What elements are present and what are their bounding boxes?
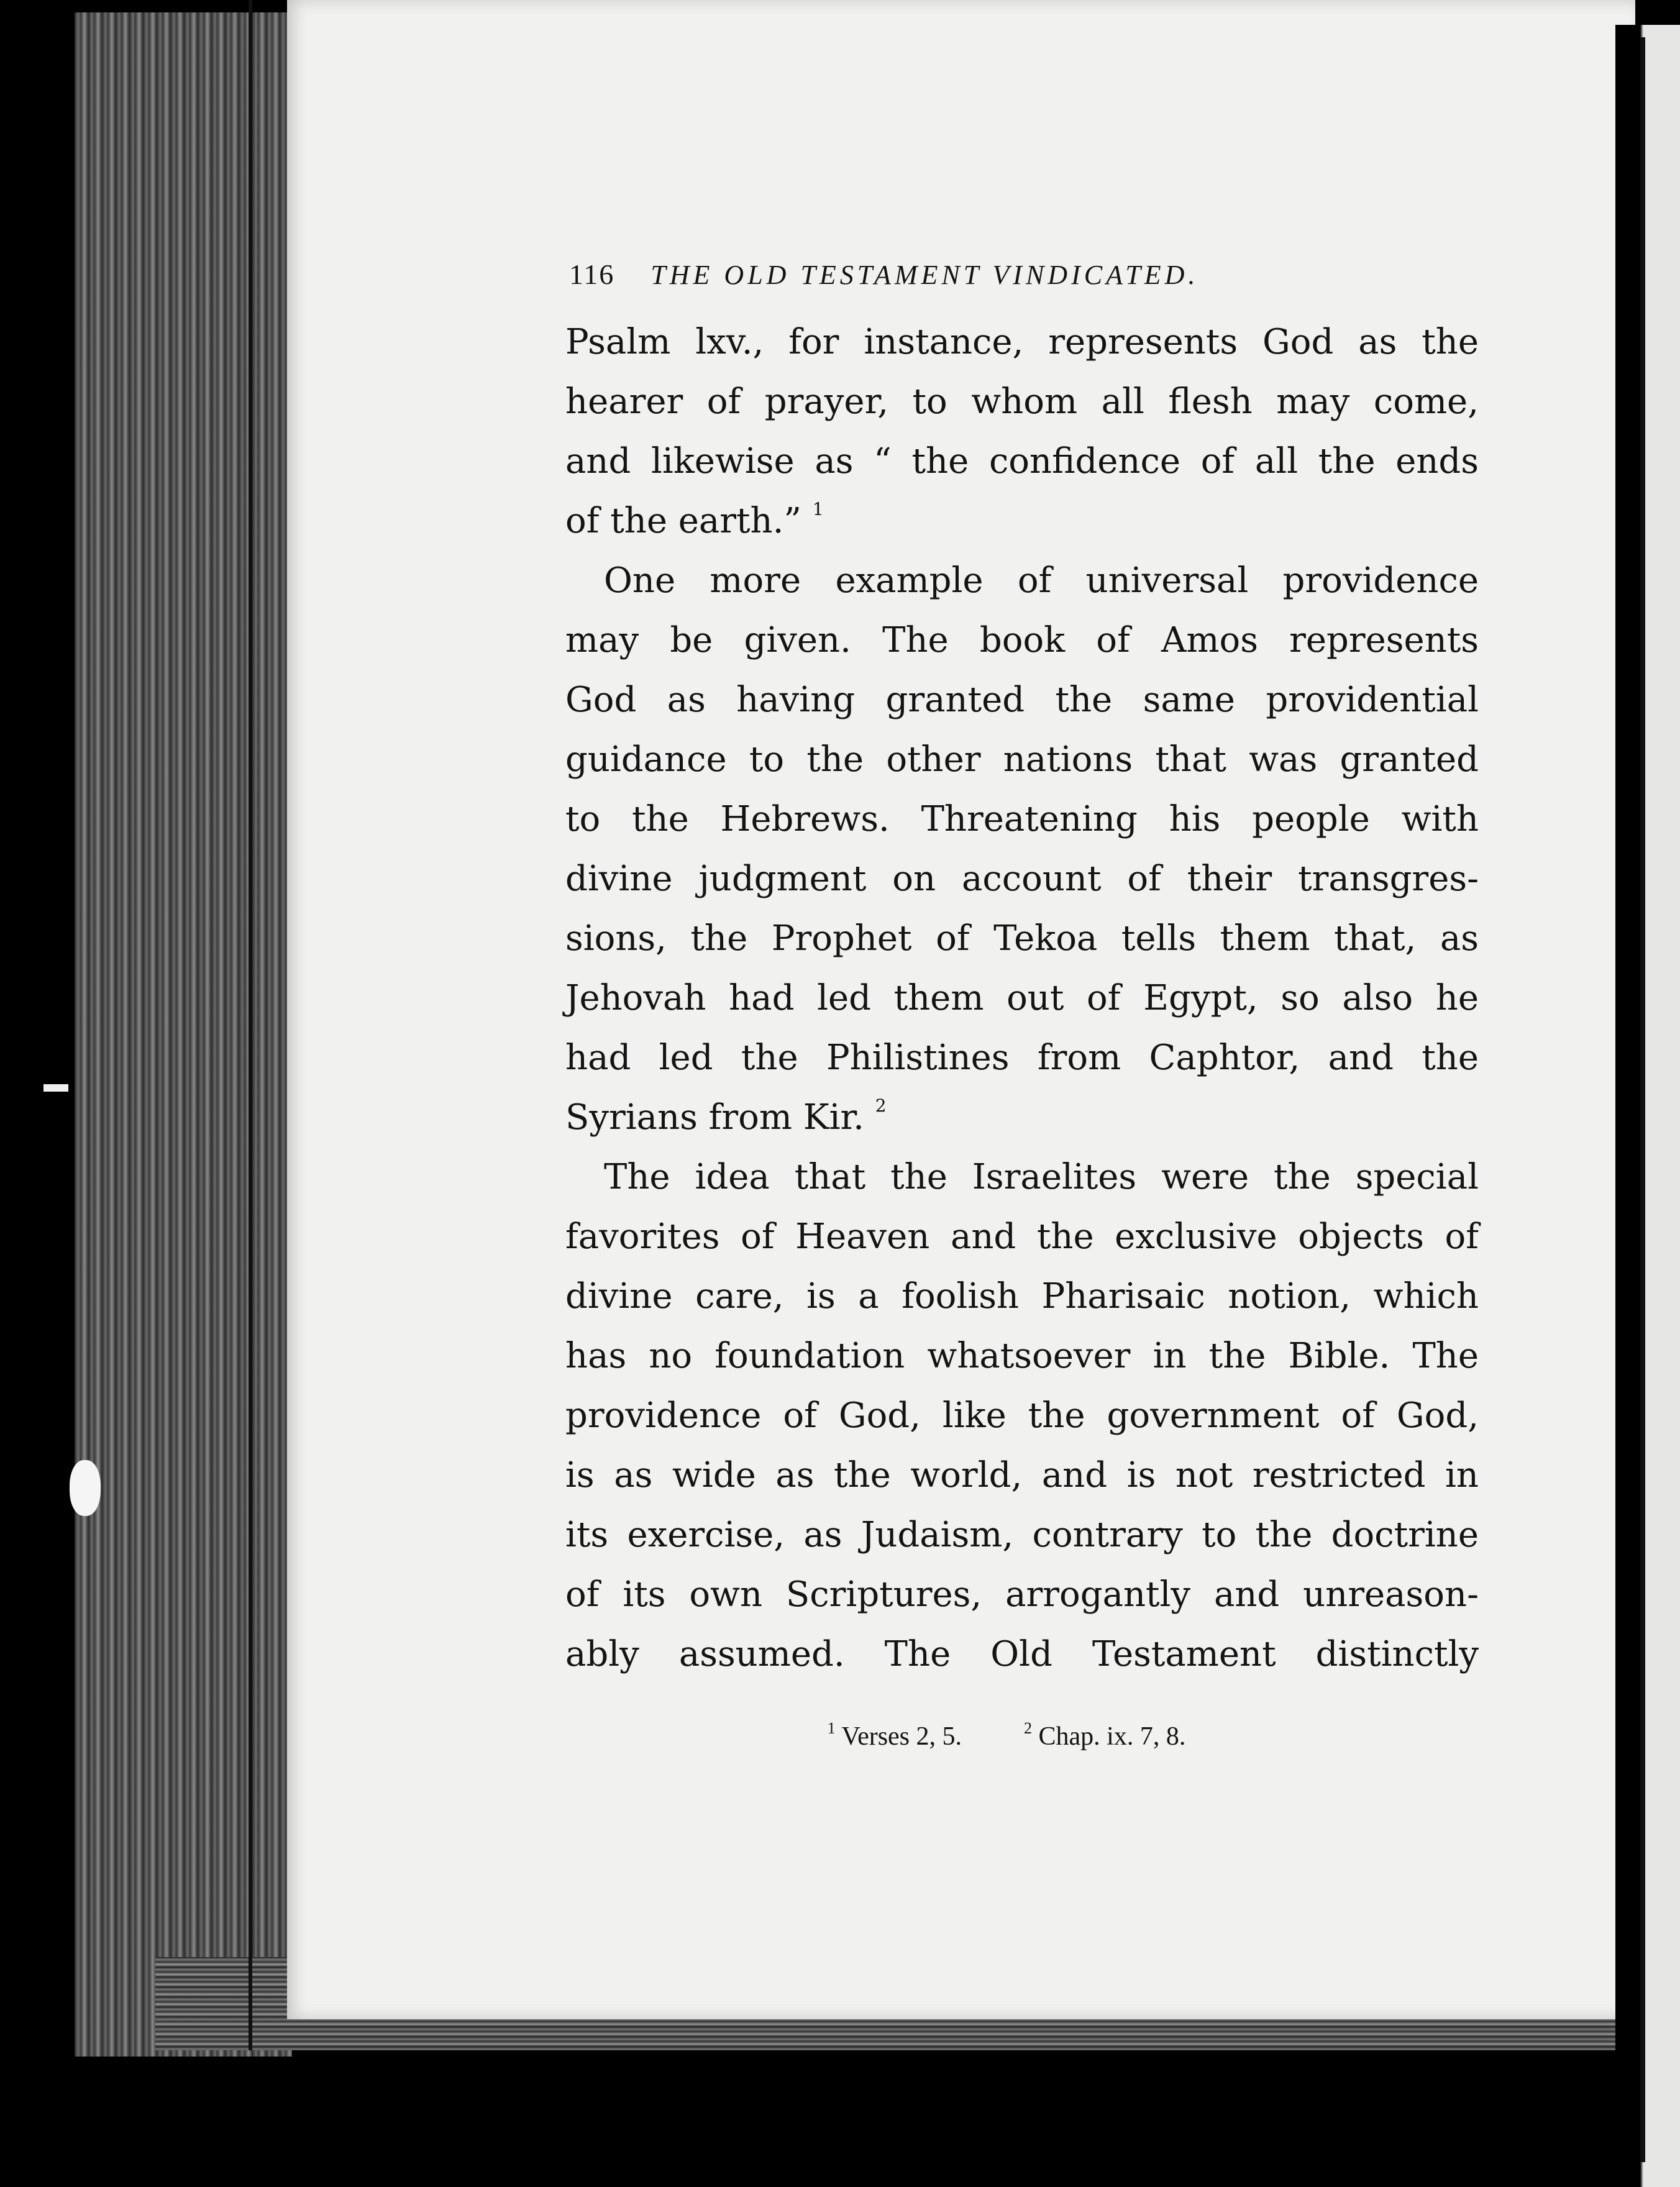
text-line: and likewise as “ the confidence of all the ends: [565, 441, 1479, 482]
text-line: divine care, is a foolish Pharisaic notion, which: [565, 1276, 1479, 1317]
text-line: The idea that the Israelites were the special: [604, 1157, 1479, 1197]
text-line: hearer of prayer, to whom all flesh may come,: [565, 381, 1479, 422]
facing-page-edge: [1615, 25, 1680, 2187]
footnote: [827, 1719, 962, 1751]
text-line: may be given. The book of Amos represents: [565, 620, 1479, 660]
footnote-text: Verses 2, 5.: [841, 1722, 962, 1751]
page-content: [541, 258, 1479, 1751]
footnote-text: Chap. ix. 7, 8.: [1038, 1722, 1186, 1751]
footnotes: [541, 1719, 1472, 1751]
text-line: divine judgment on account of their transgres-: [565, 859, 1479, 899]
text-line: Psalm lxv., for instance, represents God as the: [565, 322, 1479, 362]
text-line: is as wide as the world, and is not restricted in: [565, 1455, 1479, 1495]
running-head: [569, 258, 1472, 301]
text-line: sions, the Prophet of Tekoa tells them that, as: [565, 918, 1479, 959]
footnote: [1024, 1719, 1186, 1751]
footnote-marker: 1: [827, 1719, 836, 1737]
page-gutter-line: [249, 0, 252, 2050]
book-page-edges: [75, 12, 292, 2057]
scan-artifact-small: [43, 1084, 68, 1092]
text-line: had led the Philistines from Caphtor, and the: [565, 1038, 1479, 1078]
footnote-reference: 1: [812, 499, 824, 519]
facing-page-gutter: [1640, 37, 1645, 2162]
text-line: ably assumed. The Old Testament distinctly: [565, 1634, 1479, 1674]
body-text: [565, 313, 1479, 1684]
page-number: 116: [569, 258, 615, 290]
text-line: Jehovah had led them out of Egypt, so also he: [565, 978, 1479, 1018]
text-line: to the Hebrews. Threatening his people with: [565, 799, 1479, 839]
text-line: [565, 1088, 1479, 1148]
text-line: One more example of universal providence: [604, 560, 1479, 601]
text-line: guidance to the other nations that was granted: [565, 739, 1479, 780]
text-line: favorites of Heaven and the exclusive objects of: [565, 1217, 1479, 1257]
text-line: of its own Scriptures, arrogantly and unreason-: [565, 1574, 1479, 1615]
scan-artifact: [70, 1460, 101, 1516]
text-line: God as having granted the same providential: [565, 680, 1479, 720]
footnote-marker: 2: [1024, 1719, 1033, 1737]
text-line: providence of God, like the government of God,: [565, 1395, 1479, 1436]
text-line-content: of the earth.”: [565, 501, 802, 541]
running-title: THE OLD TESTAMENT VINDICATED.: [651, 260, 1199, 290]
text-line-content: Syrians from Kir.: [565, 1097, 864, 1138]
text-line: its exercise, as Judaism, contrary to the doctrine: [565, 1515, 1479, 1555]
text-line: has no foundation whatsoever in the Bible. The: [565, 1336, 1479, 1376]
footnote-reference: 2: [875, 1095, 887, 1116]
text-line: [565, 491, 1479, 551]
